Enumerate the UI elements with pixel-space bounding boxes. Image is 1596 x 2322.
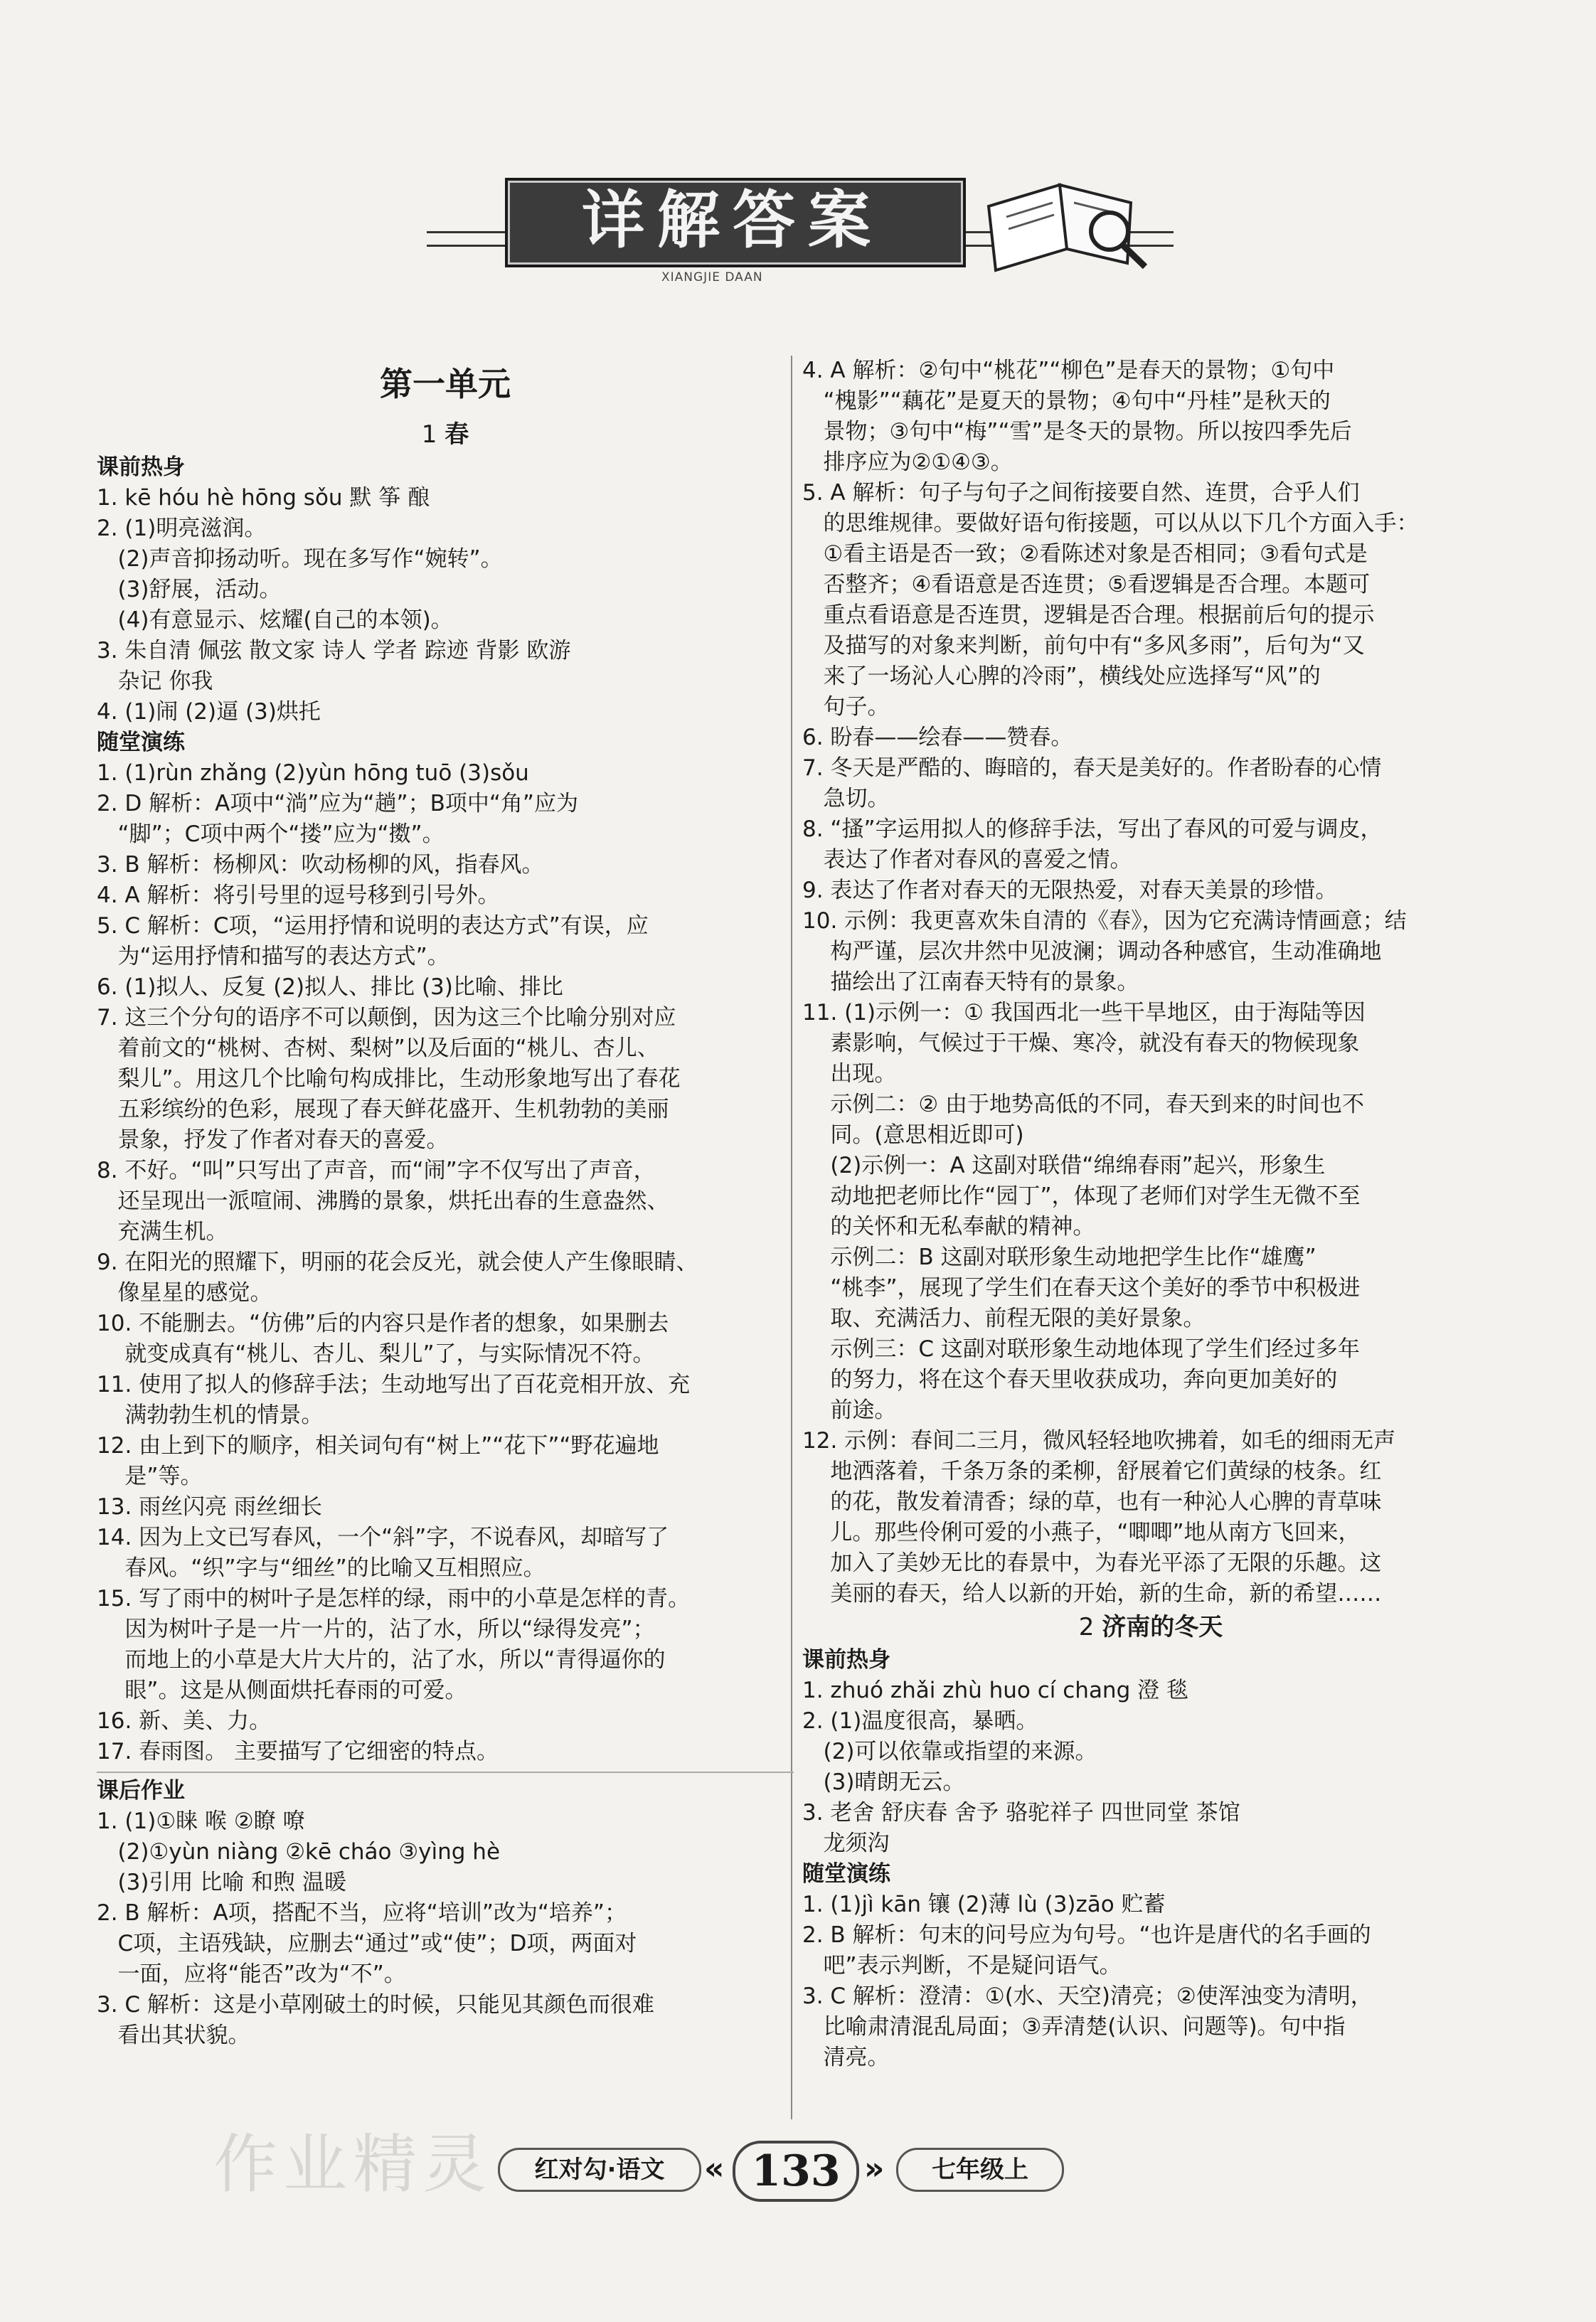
answer-line: 15. 写了雨中的树叶子是怎样的绿，雨中的小草是怎样的青。 (97, 1586, 691, 1612)
answer-line: (3)晴朗无云。 (802, 1769, 965, 1795)
answer-line: 2. (1)温度很高，暴晒。 (802, 1708, 1038, 1734)
answer-line: 素影响，气候过于干燥、寒冷，就没有春天的物候现象 (802, 1030, 1360, 1056)
answer-line: 描绘出了江南春天特有的景象。 (802, 969, 1139, 995)
section-heading: 课前热身 (97, 454, 185, 480)
answer-line: 17. 春雨图。 主要描写了它细密的特点。 (97, 1739, 499, 1764)
answer-line: 2. D 解析：A项中“淌”应为“趟”；B项中“角”应为 (97, 791, 578, 816)
answer-line: 2. (1)明亮滋润。 (97, 516, 267, 541)
section-heading: 课后作业 (97, 1778, 185, 1804)
answer-line: 3. 老舍 舒庆春 舍予 骆驼祥子 四世同堂 茶馆 (802, 1800, 1240, 1826)
answer-line: 而地上的小草是大片大片的，沾了水，所以“青得逼你的 (97, 1647, 666, 1673)
answer-line: 眼”。这是从侧面烘托春雨的可爱。 (97, 1678, 467, 1703)
answer-line: 4. A 解析：将引号里的逗号移到引号外。 (97, 883, 500, 908)
answer-line: 3. 朱自清 佩弦 散文家 诗人 学者 踪迹 背影 欧游 (97, 638, 571, 664)
lesson-title: 济南的冬天 (1102, 1613, 1223, 1641)
answer-line: 1. zhuó zhǎi zhù huo cí chang 澄 毯 (802, 1678, 1188, 1703)
answer-line: 因为树叶子是一片一片的，沾了水，所以“绿得发亮”； (97, 1617, 655, 1642)
answer-line: 16. 新、美、力。 (97, 1708, 272, 1734)
answer-line: 五彩缤纷的色彩，展现了春天鲜花盛开、生机勃勃的美丽 (97, 1097, 669, 1122)
answer-line: 1. kē hóu hè hōng sǒu 默 筝 酿 (97, 485, 430, 511)
answer-line: 3. C 解析：这是小草刚破土的时候，只能见其颜色而很难 (97, 1992, 654, 2018)
answer-line: 示例二：B 这副对联形象生动地把学生比作“雄鹰” (802, 1245, 1316, 1270)
lesson-number: 2 (1078, 1613, 1102, 1641)
answer-line: 出现。 (802, 1061, 897, 1087)
answer-line: 排序应为②①④③。 (802, 449, 1013, 475)
answer-line: (2)①yùn niàng ②kē cháo ③yìng hè (97, 1839, 501, 1865)
answer-line: (2)声音抑扬动听。现在多写作“婉转”。 (97, 546, 503, 572)
right-column (802, 356, 1499, 2073)
answer-line: 着前文的“桃树、杏树、梨树”以及后面的“桃儿、杏儿、 (97, 1035, 659, 1061)
answer-line: (4)有意显示、炫耀(自己的本领)。 (97, 607, 453, 633)
footer-grade: 七年级上 (896, 2148, 1064, 2192)
answer-line: 满勃勃生机的情景。 (97, 1402, 324, 1428)
answer-line: 示例二：② 由于地势高低的不同，春天到来的时间也不 (802, 1092, 1365, 1117)
answer-line: 看出其状貌。 (97, 2023, 250, 2048)
answer-line: ①看主语是否一致；②看陈述对象是否相同；③看句式是 (802, 541, 1368, 567)
answer-line: “脚”；C项中两个“搂”应为“擞”。 (97, 821, 445, 847)
answer-line: 4. (1)闹 (2)逼 (3)烘托 (97, 699, 321, 725)
answer-line: 1. (1)①睐 喉 ②瞭 嘹 (97, 1809, 305, 1834)
answer-line: 9. 在阳光的照耀下，明丽的花会反光，就会使人产生像眼睛、 (97, 1250, 698, 1275)
answer-line: 14. 因为上文已写春风，一个“斜”字，不说春风，却暗写了 (97, 1525, 669, 1550)
lesson-title: 春 (445, 420, 469, 449)
answer-line: 13. 雨丝闪亮 雨丝细长 (97, 1494, 323, 1520)
watermark: 作业精灵 (213, 2127, 492, 2202)
answer-line: 美丽的春天，给人以新的开始，新的生命，新的希望…… (802, 1581, 1382, 1607)
answer-line: 龙须沟 (802, 1831, 890, 1856)
answer-line: 还呈现出一派喧闹、沸腾的景象，烘托出春的生意盎然、 (97, 1188, 669, 1214)
answer-line: 取、充满活力、前程无限的美好景象。 (802, 1306, 1206, 1331)
answer-line: 1. (1)jì kān 镶 (2)薄 lù (3)zāo 贮蓄 (802, 1892, 1166, 1917)
answer-line: 9. 表达了作者对春天的无限热爱，对春天美景的珍惜。 (802, 878, 1338, 903)
answer-line: 比喻肃清混乱局面；③弄清楚(认识、问题等)。句中指 (802, 2014, 1346, 2040)
answer-line: 6. (1)拟人、反复 (2)拟人、排比 (3)比喻、排比 (97, 974, 563, 1000)
answer-line: 急切。 (802, 786, 890, 811)
answer-line: 12. 由上到下的顺序，相关词句有“树上”“花下”“野花遍地 (97, 1433, 659, 1459)
answer-line: 来了一场沁人心脾的冷雨”，横线处应选择写“风”的 (802, 664, 1321, 689)
answer-line: 11. 使用了拟人的修辞手法；生动地写出了百花竞相开放、充 (97, 1372, 691, 1397)
answer-line: 充满生机。 (97, 1219, 228, 1245)
answer-line: 及描写的对象来判断，前句中有“多风多雨”，后句为“又 (802, 633, 1365, 659)
answer-line: 4. A 解析：②句中“桃花”“柳色”是春天的景物；①句中 (802, 358, 1335, 383)
answer-line: 10. 示例：我更喜欢朱自清的《春》，因为它充满诗情画意；结 (802, 908, 1407, 934)
answer-line: 景象，抒发了作者对春天的喜爱。 (97, 1127, 449, 1153)
answer-line: 2. B 解析：句末的问号应为句号。“也许是唐代的名手画的 (802, 1922, 1371, 1948)
answer-line: 句子。 (802, 694, 890, 720)
footer-left-arrow-icon: « (704, 2151, 725, 2187)
lesson-heading (802, 1609, 1499, 1645)
answer-line: 清亮。 (802, 2045, 890, 2070)
section-heading: 随堂演练 (802, 1861, 890, 1887)
answer-line: 加入了美妙无比的春景中，为春光平添了无限的乐趣。这 (802, 1550, 1382, 1576)
answer-line: 就变成真有“桃儿、杏儿、梨儿”了，与实际情况不符。 (97, 1341, 655, 1367)
unit-heading: 第一单元 (380, 365, 511, 403)
answer-line: 同。(意思相近即可) (802, 1122, 1024, 1148)
answer-line: 构严谨，层次井然中见波澜；调动各种感官，生动准确地 (802, 939, 1382, 964)
answer-line: 的努力，将在这个春天里收获成功，奔向更加美好的 (802, 1367, 1338, 1392)
answer-line: (3)舒展，活动。 (97, 577, 282, 602)
answer-line: (3)引用 比喻 和煦 温暖 (97, 1870, 347, 1895)
lesson-number: 1 (421, 420, 445, 449)
section-heading: 随堂演练 (97, 730, 185, 755)
answer-line: 的花，散发着清香；绿的草，也有一种沁人心脾的青草味 (802, 1489, 1382, 1515)
answer-line: 春风。“织”字与“细丝”的比喻又互相照应。 (97, 1555, 546, 1581)
answer-line: (2)示例一：A 这副对联借“绵绵春雨”起兴，形象生 (802, 1153, 1326, 1178)
header-banner (427, 164, 1174, 284)
lesson-heading (97, 417, 794, 452)
answer-line: 一面，应将“能否”改为“不”。 (97, 1961, 406, 1987)
answer-line: 2. B 解析：A项，搭配不当，应将“培训”改为“培养”； (97, 1900, 627, 1926)
answer-line: 表达了作者对春风的喜爱之情。 (802, 847, 1132, 873)
answer-line: 否整齐；④看语意是否连贯；⑤看逻辑是否合理。本题可 (802, 572, 1371, 597)
page-subtitle: XIANGJIE DAAN (661, 270, 763, 284)
page-footer (498, 2141, 1102, 2198)
page-number: 133 (733, 2141, 859, 2202)
answer-line: 7. 这三个分句的语序不可以颠倒，因为这三个比喻分别对应 (97, 1005, 676, 1030)
answer-line: (2)可以依靠或指望的来源。 (802, 1739, 1097, 1764)
footer-right-arrow-icon: » (864, 2151, 885, 2187)
answer-line: 杂记 你我 (97, 669, 213, 694)
answer-line: 前途。 (802, 1397, 897, 1423)
answer-line: 重点看语意是否连贯，逻辑是否合理。根据前后句的提示 (802, 602, 1375, 628)
answer-line: 示例三：C 这副对联形象生动地体现了学生们经过多年 (802, 1336, 1360, 1362)
left-column (97, 356, 794, 2051)
answer-line: 为“运用抒情和描写的表达方式”。 (97, 944, 449, 969)
footer-book-title: 红对勾·语文 (498, 2148, 701, 2192)
answer-line: 像星星的感觉。 (97, 1280, 272, 1306)
answer-line: “桃李”，展现了学生们在春天这个美好的季节中积极进 (802, 1275, 1361, 1301)
answer-line: 梨儿”。用这几个比喻句构成排比，生动形象地写出了春花 (97, 1066, 681, 1092)
answer-line: 7. 冬天是严酷的、晦暗的，春天是美好的。作者盼春的心情 (802, 755, 1382, 781)
answer-line: 动地把老师比作“园丁”，体现了老师们对学生无微不至 (802, 1183, 1361, 1209)
answer-line: 10. 不能删去。“仿佛”后的内容只是作者的想象，如果删去 (97, 1311, 669, 1336)
section-heading: 课前热身 (802, 1647, 890, 1673)
answer-line: 的思维规律。要做好语句衔接题，可以从以下几个方面入手： (802, 511, 1419, 536)
answer-line: 地洒落着，千条万条的柔柳，舒展着它们黄绿的枝条。红 (802, 1459, 1382, 1484)
answer-line: 12. 示例：春间二三月，微风轻轻地吹拂着，如毛的细雨无声 (802, 1428, 1396, 1454)
section-rule (97, 1772, 794, 1773)
answer-line: 景物；③句中“梅”“雪”是冬天的景物。所以按四季先后 (802, 419, 1352, 444)
page-title: 详解答案 (581, 183, 883, 257)
answer-line: 吧”表示判断，不是疑问语气。 (802, 1953, 1122, 1979)
answer-line: 8. “搔”字运用拟人的修辞手法，写出了春风的可爱与调皮， (802, 816, 1383, 842)
answer-line: 3. C 解析：澄清：①(水、天空)清亮；②使浑浊变为清明， (802, 1983, 1373, 2009)
book-magnifier-icon (974, 164, 1159, 284)
answer-line: 的关怀和无私奉献的精神。 (802, 1214, 1095, 1240)
answer-line: 1. (1)rùn zhǎng (2)yùn hōng tuō (3)sǒu (97, 760, 529, 786)
answer-line: “槐影”“藕花”是夏天的景物；④句中“丹桂”是秋天的 (802, 388, 1331, 414)
answer-line: 3. B 解析：杨柳风：吹动杨柳的风，指春风。 (97, 852, 544, 878)
answer-line: C项，主语残缺，应删去“通过”或“使”；D项，两面对 (97, 1931, 637, 1956)
answer-line: 6. 盼春——绘春——赞春。 (802, 725, 1073, 750)
answer-line: 5. A 解析：句子与句子之间衔接要自然、连贯，合乎人们 (802, 480, 1360, 506)
answer-line: 8. 不好。“叫”只写出了声音，而“闹”字不仅写出了声音， (97, 1158, 656, 1183)
answer-line: 11. (1)示例一：① 我国西北一些干旱地区，由于海陆等因 (802, 1000, 1366, 1026)
answer-line: 5. C 解析：C项，“运用抒情和说明的表达方式”有误，应 (97, 913, 649, 939)
answer-line: 儿。那些伶俐可爱的小燕子，“唧唧”地从南方飞回来， (802, 1520, 1361, 1545)
answer-line: 是”等。 (97, 1464, 203, 1489)
